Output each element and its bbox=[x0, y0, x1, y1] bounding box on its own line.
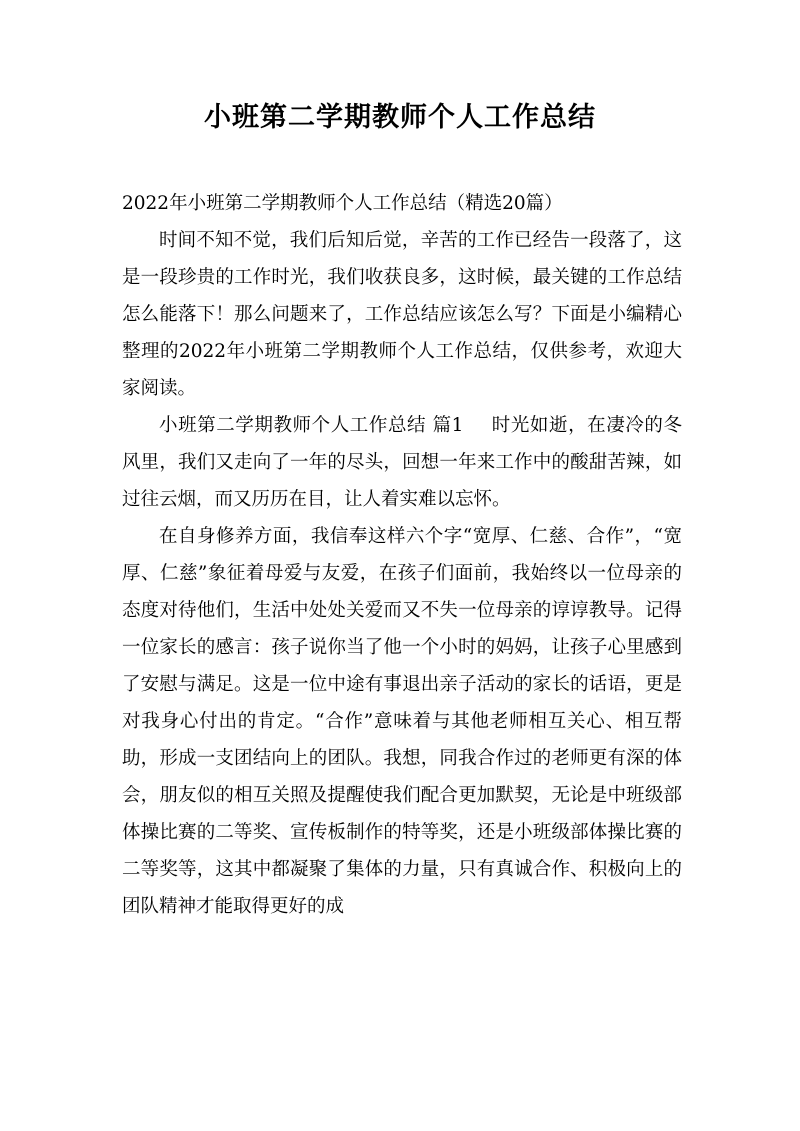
section-heading: 小班第二学期教师个人工作总结 篇1 bbox=[159, 415, 464, 436]
body-paragraph: 在自身修养方面，我信奉这样六个字“宽厚、仁慈、合作”，“宽厚、仁慈”象征着母爱与友爱，在孩子们面前，我始终以一位母亲的态度对待他们，生活中处处关爱而又不失一位母亲的谆谆教导。记得一位家长的感言：孩子说你当了他一个小时的妈妈，让孩子心里感到了安慰与满足。这是一位中途有事退出亲子活动的家长的话语，更是对我身心付出的肯定。“合作”意味着与其他老师相互关心、相互帮助，形成一支团结向上的团队。我想，同我合作过的老师更有深的体会，朋友似的相互关照及提醒使我们配合更加默契，无论是中班级部体操比赛的二等奖、宣传板制作的特等奖，还是小班级部体操比赛的二等奖等，这其中都凝聚了集体的力量，只有真诚合作、积极向上的团队精神才能取得更好的成 bbox=[122, 526, 682, 917]
section-paragraph bbox=[122, 407, 682, 518]
document-subtitle: 2022年小班第二学期教师个人工作总结（精选20篇） bbox=[122, 193, 563, 214]
section-first-paragraph: 时光如逝，在凄冷的冬风里，我们又走向了一年的尽头，回想一年来工作中的酸甜苦辣，如过往云烟，而又历历在目，让人着实难以忘怀。 bbox=[122, 415, 682, 510]
document-body bbox=[122, 185, 682, 925]
document-title: 小班第二学期教师个人工作总结 bbox=[204, 102, 596, 133]
intro-paragraph: 时间不知不觉，我们后知后觉，辛苦的工作已经告一段落了，这是一段珍贵的工作时光，我们收获良多，这时候，最关键的工作总结怎么能落下！那么问题来了，工作总结应该怎么写？下面是小编精心整理的2022年小班第二学期教师个人工作总结，仅供参考，欢迎大家阅读。 bbox=[122, 230, 682, 399]
